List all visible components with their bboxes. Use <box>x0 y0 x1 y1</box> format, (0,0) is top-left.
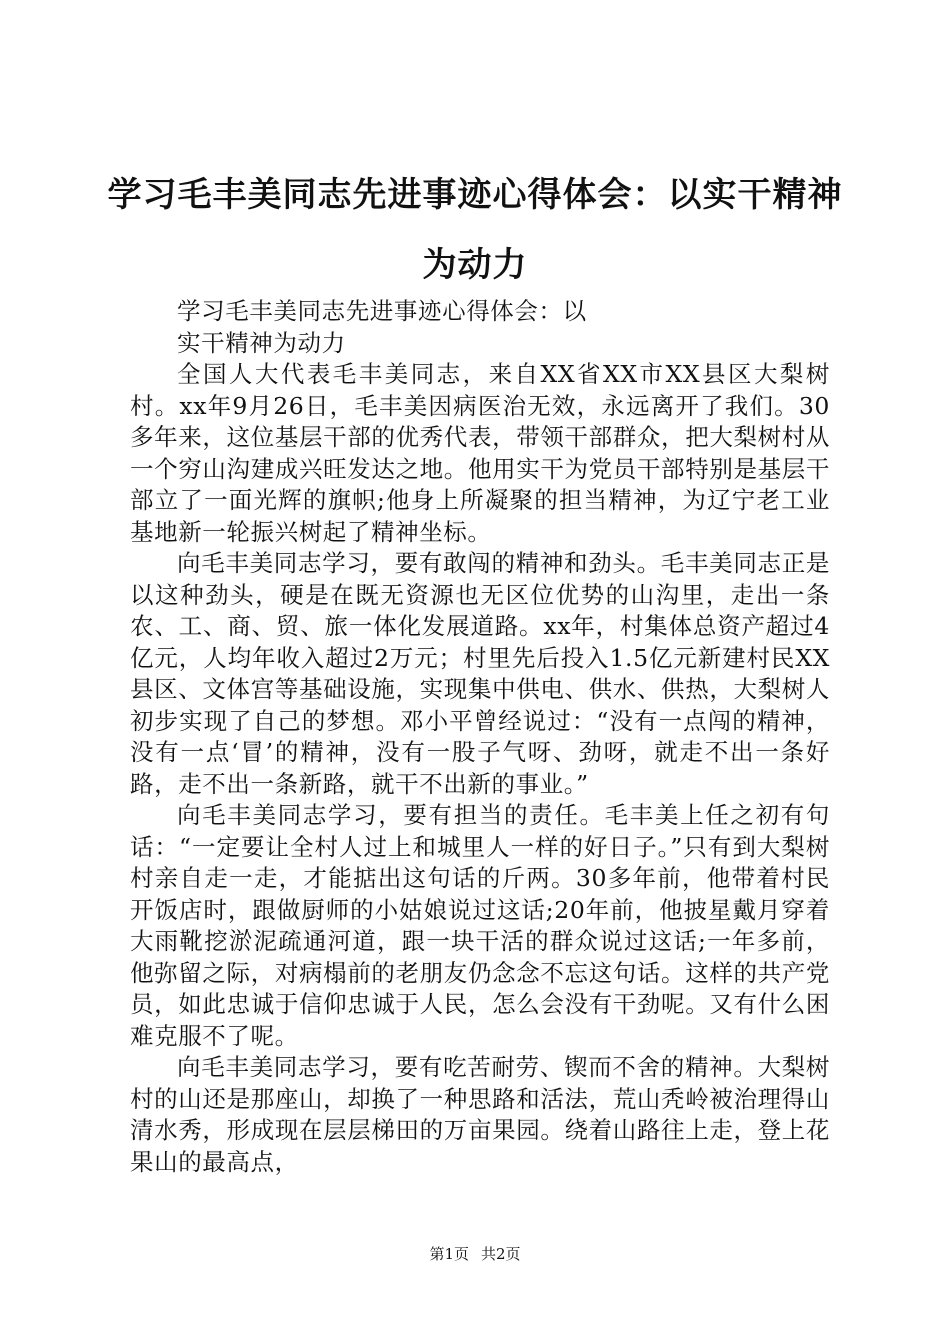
paragraph: 向毛丰美同志学习，要有敢闯的精神和劲头。毛丰美同志正是以这种劲头，硬是在既无资源也无区位优势的山沟里，走出一条农、工、商、贸、旅一体化发展道路。xx年，村集体总资产超过4亿元，人均年收入超过2万元；村里先后投入1.5亿元新建村民XX县区、文体宫等基础设施，实现集中供电、供水、供热，大梨树人初步实现了自己的梦想。邓小平曾经说过：“没有一点闯的精神，没有一点‘冒’的精神，没有一股子气呀、劲呀，就走不出一条好路，走不出一条新路，就干不出新的事业。” <box>130 549 830 798</box>
paragraph: 向毛丰美同志学习，要有担当的责任。毛丰美上任之初有句话：“一定要让全村人过上和城里人一样的好日子。”只有到大梨树村亲自走一走，才能掂出这句话的斤两。30多年前，他带着村民开饭店时，跟做厨师的小姑娘说过这话;20年前，他披星戴月穿着大雨靴挖淤泥疏通河道，跟一块干活的群众说过这话;一年多前，他弥留之际，对病榻前的老朋友仍念念不忘这句话。这样的共产党员，如此忠诚于信仰忠诚于人民，怎么会没有干劲呢。又有什么困难克服不了呢。 <box>130 801 830 1050</box>
page-number: 第1页 <box>429 1245 469 1263</box>
document-body <box>130 296 830 1178</box>
page-total: 共2页 <box>481 1245 521 1263</box>
paragraph: 学习毛丰美同志先进事迹心得体会：以 <box>177 297 587 325</box>
paragraph: 全国人大代表毛丰美同志，来自XX省XX市XX县区大梨树村。xx年9月26日，毛丰美因病医治无效，永远离开了我们。30多年来，这位基层干部的优秀代表，带领干部群众，把大梨树村从一个穷山沟建成兴旺发达之地。他用实干为党员干部特别是基层干部立了一面光辉的旗帜;他身上所凝聚的担当精神，为辽宁老工业基地新一轮振兴树起了精神坐标。 <box>130 360 830 546</box>
paragraph: 实干精神为动力 <box>177 328 346 357</box>
paragraph: 向毛丰美同志学习，要有吃苦耐劳、锲而不舍的精神。大梨树村的山还是那座山，却换了一种思路和活法，荒山秃岭被治理得山清水秀，形成现在层层梯田的万亩果园。绕着山路往上走，登上花果山的最高点， <box>130 1053 830 1176</box>
page-footer <box>0 1244 950 1264</box>
document-title: 学习毛丰美同志先进事迹心得体会：以实干精神为动力 <box>107 175 843 285</box>
